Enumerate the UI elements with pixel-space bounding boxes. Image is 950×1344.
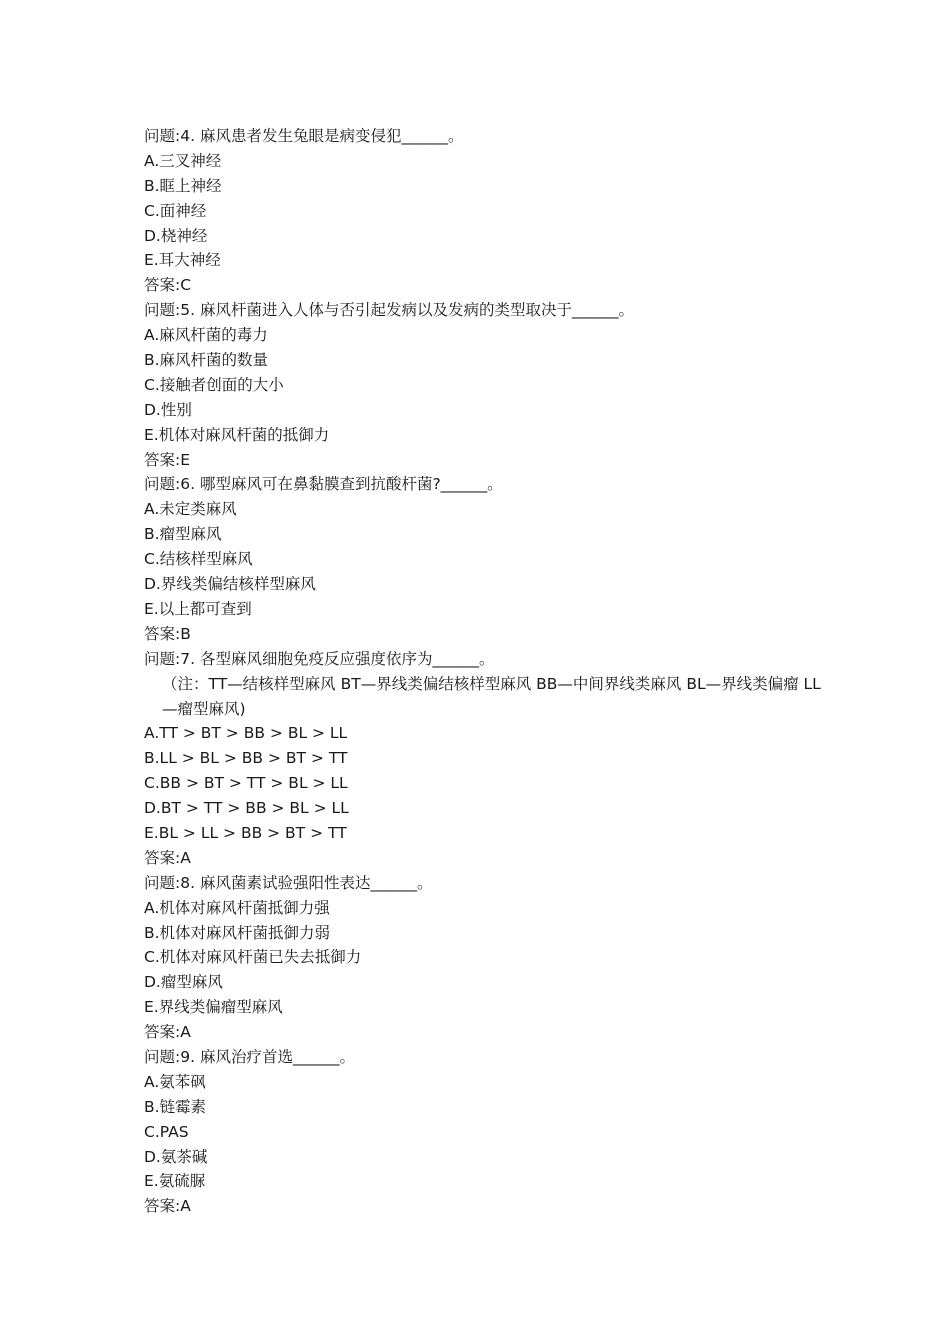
option-7a: A.TT > BT > BB > BL > LL <box>144 724 348 743</box>
option-6b: B.瘤型麻风 <box>144 525 222 544</box>
option-8d: D.瘤型麻风 <box>144 973 223 992</box>
question-8: 问题:8. 麻风菌素试验强阳性表达______。 <box>144 873 433 892</box>
option-7e: E.BL > LL > BB > BT > TT <box>144 823 347 842</box>
option-9a: A.氨苯砜 <box>144 1072 206 1091</box>
option-9c: C.PAS <box>144 1122 189 1141</box>
option-5b: B.麻风杆菌的数量 <box>144 351 269 370</box>
option-6d: D.界线类偏结核样型麻风 <box>144 575 316 594</box>
option-5e: E.机体对麻风杆菌的抵御力 <box>144 425 330 444</box>
question-7: 问题:7. 各型麻风细胞免疫反应强度依序为______。 <box>144 649 495 668</box>
option-5a: A.麻风杆菌的毒力 <box>144 326 268 345</box>
answer-9: 答案:A <box>144 1197 191 1216</box>
option-8b: B.机体对麻风杆菌抵御力弱 <box>144 923 331 942</box>
option-8e: E.界线类偏瘤型麻风 <box>144 998 283 1017</box>
document-page <box>144 124 824 1219</box>
question-9: 问题:9. 麻风治疗首选______。 <box>144 1047 355 1066</box>
option-5c: C.接触者创面的大小 <box>144 375 284 394</box>
answer-6: 答案:B <box>144 624 191 643</box>
option-8c: C.机体对麻风杆菌已失去抵御力 <box>144 948 362 967</box>
answer-4: 答案:C <box>144 276 192 295</box>
option-6a: A.未定类麻风 <box>144 500 237 519</box>
option-6c: C.结核样型麻风 <box>144 550 253 569</box>
option-4c: C.面神经 <box>144 201 207 220</box>
option-7b: B.LL > BL > BB > BT > TT <box>144 749 348 768</box>
option-7d: D.BT > TT > BB > BL > LL <box>144 799 349 818</box>
option-7c: C.BB > BT > TT > BL > LL <box>144 774 348 793</box>
option-9e: E.氨硫脲 <box>144 1172 206 1191</box>
option-4e: E.耳大神经 <box>144 251 221 270</box>
option-9b: B.链霉素 <box>144 1097 207 1116</box>
option-6e: E.以上都可查到 <box>144 599 252 618</box>
answer-5: 答案:E <box>144 450 191 469</box>
option-9d: D.氨茶碱 <box>144 1147 208 1166</box>
question-5: 问题:5. 麻风杆菌进入人体与否引起发病以及发病的类型取决于______。 <box>144 301 634 320</box>
question-6: 问题:6. 哪型麻风可在鼻黏膜查到抗酸杆菌?______。 <box>144 475 503 494</box>
question-4: 问题:4. 麻风患者发生兔眼是病变侵犯______。 <box>144 127 464 145</box>
option-4d: D.桡神经 <box>144 226 208 245</box>
option-4a: A.三叉神经 <box>144 151 222 170</box>
answer-7: 答案:A <box>144 848 191 867</box>
option-5d: D.性别 <box>144 400 192 419</box>
option-4b: B.眶上神经 <box>144 176 222 195</box>
option-8a: A.机体对麻风杆菌抵御力强 <box>144 898 330 917</box>
question-7-note: （注：TT—结核样型麻风 BT—界线类偏结核样型麻风 BB—中间界线类麻风 BL—界线类偏瘤 LL—瘤型麻风) <box>162 674 821 718</box>
answer-8: 答案:A <box>144 1023 191 1042</box>
